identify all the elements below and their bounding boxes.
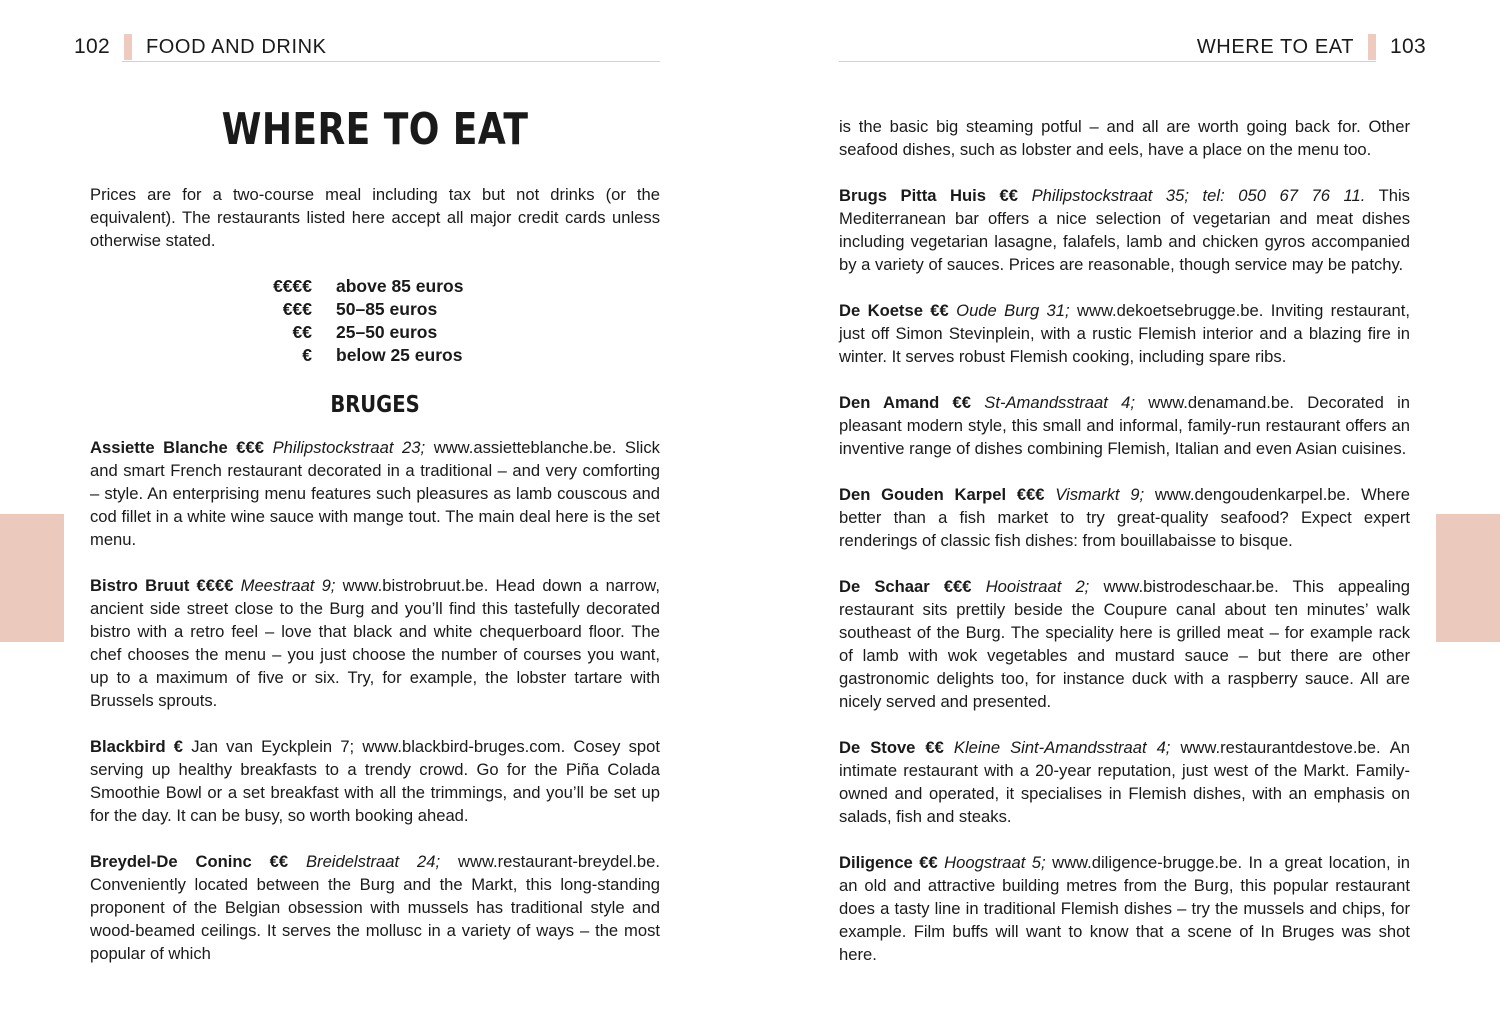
- restaurant-entry: [839, 575, 1410, 713]
- header-accent-bar: [124, 34, 132, 60]
- restaurant-address: Kleine Sint-Amandsstraat 4;: [953, 738, 1171, 757]
- restaurant-entry: [839, 851, 1410, 966]
- header-rule-right: [839, 61, 1376, 62]
- price-description: above 85 euros: [336, 276, 464, 296]
- price-symbol: €: [302, 345, 312, 365]
- restaurant-address: St-Amandsstraat 4;: [984, 393, 1135, 412]
- continuation-text: is the basic big steaming potful – and all are worth going back for. Other seafood dishes, such as lobster and eels, have a place on the menu too.: [839, 117, 1410, 159]
- restaurant-name: Brugs Pitta Huis €€: [839, 186, 1018, 205]
- restaurant-address: Hooistraat 2;: [985, 577, 1090, 596]
- price-description: below 25 euros: [336, 345, 463, 365]
- restaurant-description: www.diligence-brugge.be. In a great location, in an old and attractive building metres from the Burg, this popular restaurant does a tasty line in traditional Flemish dishes – try the mussels and chips, for example. Film buffs will want to know that a scene of In Bruges was shot here.: [839, 853, 1410, 964]
- thumb-tab-left: [0, 514, 64, 642]
- restaurant-description: www.restaurantdestove.be. An intimate restaurant with a 20-year reputation, just west of the Markt. Family-owned and operated, it specialises in Flemish dishes, with an emphasis on salads, fish and steaks.: [839, 738, 1410, 826]
- restaurant-entry: [90, 850, 660, 965]
- restaurant-entry: [839, 184, 1410, 276]
- restaurant-description: www.bistrodeschaar.be. This appealing restaurant sits prettily beside the Coupure canal about ten minutes’ walk southeast of the Burg. The speciality here is grilled meat – for example rack of lamb with wok vegetables and mustard sauce – but there are other gastronomic delights too, for instance duck with a raspberry sauce. All are nicely served and presented.: [839, 577, 1410, 711]
- price-row: [240, 321, 463, 344]
- section-heading: BRUGES: [330, 392, 420, 418]
- price-row: [240, 344, 463, 367]
- restaurant-description: This Mediterranean bar offers a nice selection of vegetarian and meat dishes including vegetarian lasagne, falafels, lamb and chicken gyros accompanied by a variety of sauces. Prices are reasonable, though service may be patchy.: [839, 186, 1410, 274]
- restaurant-description: Jan van Eyckplein 7; www.blackbird-bruges.com. Cosey spot serving up healthy breakfasts to a trendy crowd. Go for the Piña Colada Smoothie Bowl or a set breakfast with all the trimmings, and you’ll be set up for the day. It can be busy, so worth booking ahead.: [90, 737, 661, 825]
- price-description: 50–85 euros: [336, 299, 438, 319]
- restaurant-entry: [839, 736, 1410, 828]
- running-head-left: [74, 32, 327, 62]
- restaurant-name: Blackbird €: [90, 737, 184, 756]
- restaurant-description: www.assietteblanche.be. Slick and smart French restaurant decorated in a traditional – and very comforting – style. An enterprising menu features such pleasures as lamb couscous and cod fillet in a white wine sauce with mange tout. The main deal here is the set menu.: [90, 438, 660, 549]
- right-page: [750, 0, 1500, 1029]
- restaurant-entry: [839, 483, 1410, 552]
- page-number-left: 102: [74, 35, 110, 58]
- header-rule-left: [122, 61, 660, 62]
- intro-paragraph: Prices are for a two-course meal including tax but not drinks (or the equivalent). The restaurants listed here accept all major credit cards unless otherwise stated.: [90, 185, 660, 250]
- running-head-title-left: FOOD AND DRINK: [145, 35, 327, 58]
- restaurant-name: Den Amand €€: [839, 393, 971, 412]
- restaurant-description: www.denamand.be. Decorated in pleasant modern style, this small and informal, family-run restaurant offers an inventive range of dishes combining Flemish, Italian and even Asian cuisines.: [839, 393, 1411, 458]
- page-number-right: 103: [1390, 35, 1426, 58]
- restaurant-name: Assiette Blanche €€€: [90, 438, 264, 457]
- price-key: [240, 275, 463, 367]
- running-head-title-right: WHERE TO EAT: [1196, 35, 1355, 58]
- left-entries: [90, 436, 660, 988]
- right-entries: [839, 115, 1410, 989]
- price-row: [240, 298, 463, 321]
- restaurant-address: Philipstockstraat 35; tel: 050 67 76 11.: [1031, 186, 1366, 205]
- restaurant-address: Oude Burg 31;: [956, 301, 1070, 320]
- running-head-right: [1197, 32, 1426, 62]
- restaurant-name: De Schaar €€€: [839, 577, 972, 596]
- restaurant-name: Diligence €€: [839, 853, 938, 872]
- restaurant-address: Philipstockstraat 23;: [272, 438, 426, 457]
- price-row: [240, 275, 463, 298]
- restaurant-entry: [839, 299, 1410, 368]
- price-symbol: €€: [292, 322, 312, 342]
- restaurant-entry: [90, 574, 660, 712]
- header-accent-bar: [1368, 34, 1376, 60]
- restaurant-address: Breidelstraat 24;: [305, 852, 441, 871]
- thumb-tab-right: [1436, 514, 1500, 642]
- restaurant-description: www.dengoudenkarpel.be. Where better than a fish market to try great-quality seafood? Expect expert renderings of classic fish dishes: from bouillabaisse to bisque.: [839, 485, 1410, 550]
- price-description: 25–50 euros: [336, 322, 438, 342]
- page-title: WHERE TO EAT: [221, 104, 529, 155]
- restaurant-name: Den Gouden Karpel €€€: [839, 485, 1045, 504]
- restaurant-address: Vismarkt 9;: [1055, 485, 1145, 504]
- restaurant-entry: [90, 436, 660, 551]
- price-symbol: €€€€: [273, 276, 312, 296]
- restaurant-entry: [839, 391, 1410, 460]
- restaurant-description: www.bistrobruut.be. Head down a narrow, ancient side street close to the Burg and you’ll find this tastefully decorated bistro with a retro feel – love that black and white chequerboard floor. The chef chooses the menu – you just choose the number of courses you want, up to a maximum of five or six. Try, for example, the lobster tartare with Brussels sprouts.: [90, 576, 660, 710]
- restaurant-entry: [90, 735, 660, 827]
- restaurant-name: De Koetse €€: [839, 301, 949, 320]
- restaurant-description: www.dekoetsebrugge.be. Inviting restaurant, just off Simon Stevinplein, with a rustic Flemish interior and a blazing fire in winter. It serves robust Flemish cooking, including spare ribs.: [839, 301, 1410, 366]
- restaurant-address: Meestraat 9;: [240, 576, 336, 595]
- restaurant-address: Hoogstraat 5;: [944, 853, 1046, 872]
- restaurant-name: Breydel-De Coninc €€: [90, 852, 289, 871]
- restaurant-description: www.restaurant-breydel.be. Conveniently located between the Burg and the Markt, this long-standing proponent of the Belgian obsession with mussels has traditional style and wood-beamed ceilings. It serves the mollusc in a variety of ways – the most popular of which: [90, 852, 660, 963]
- price-symbol: €€€: [282, 299, 312, 319]
- restaurant-name: Bistro Bruut €€€€: [90, 576, 234, 595]
- restaurant-name: De Stove €€: [839, 738, 944, 757]
